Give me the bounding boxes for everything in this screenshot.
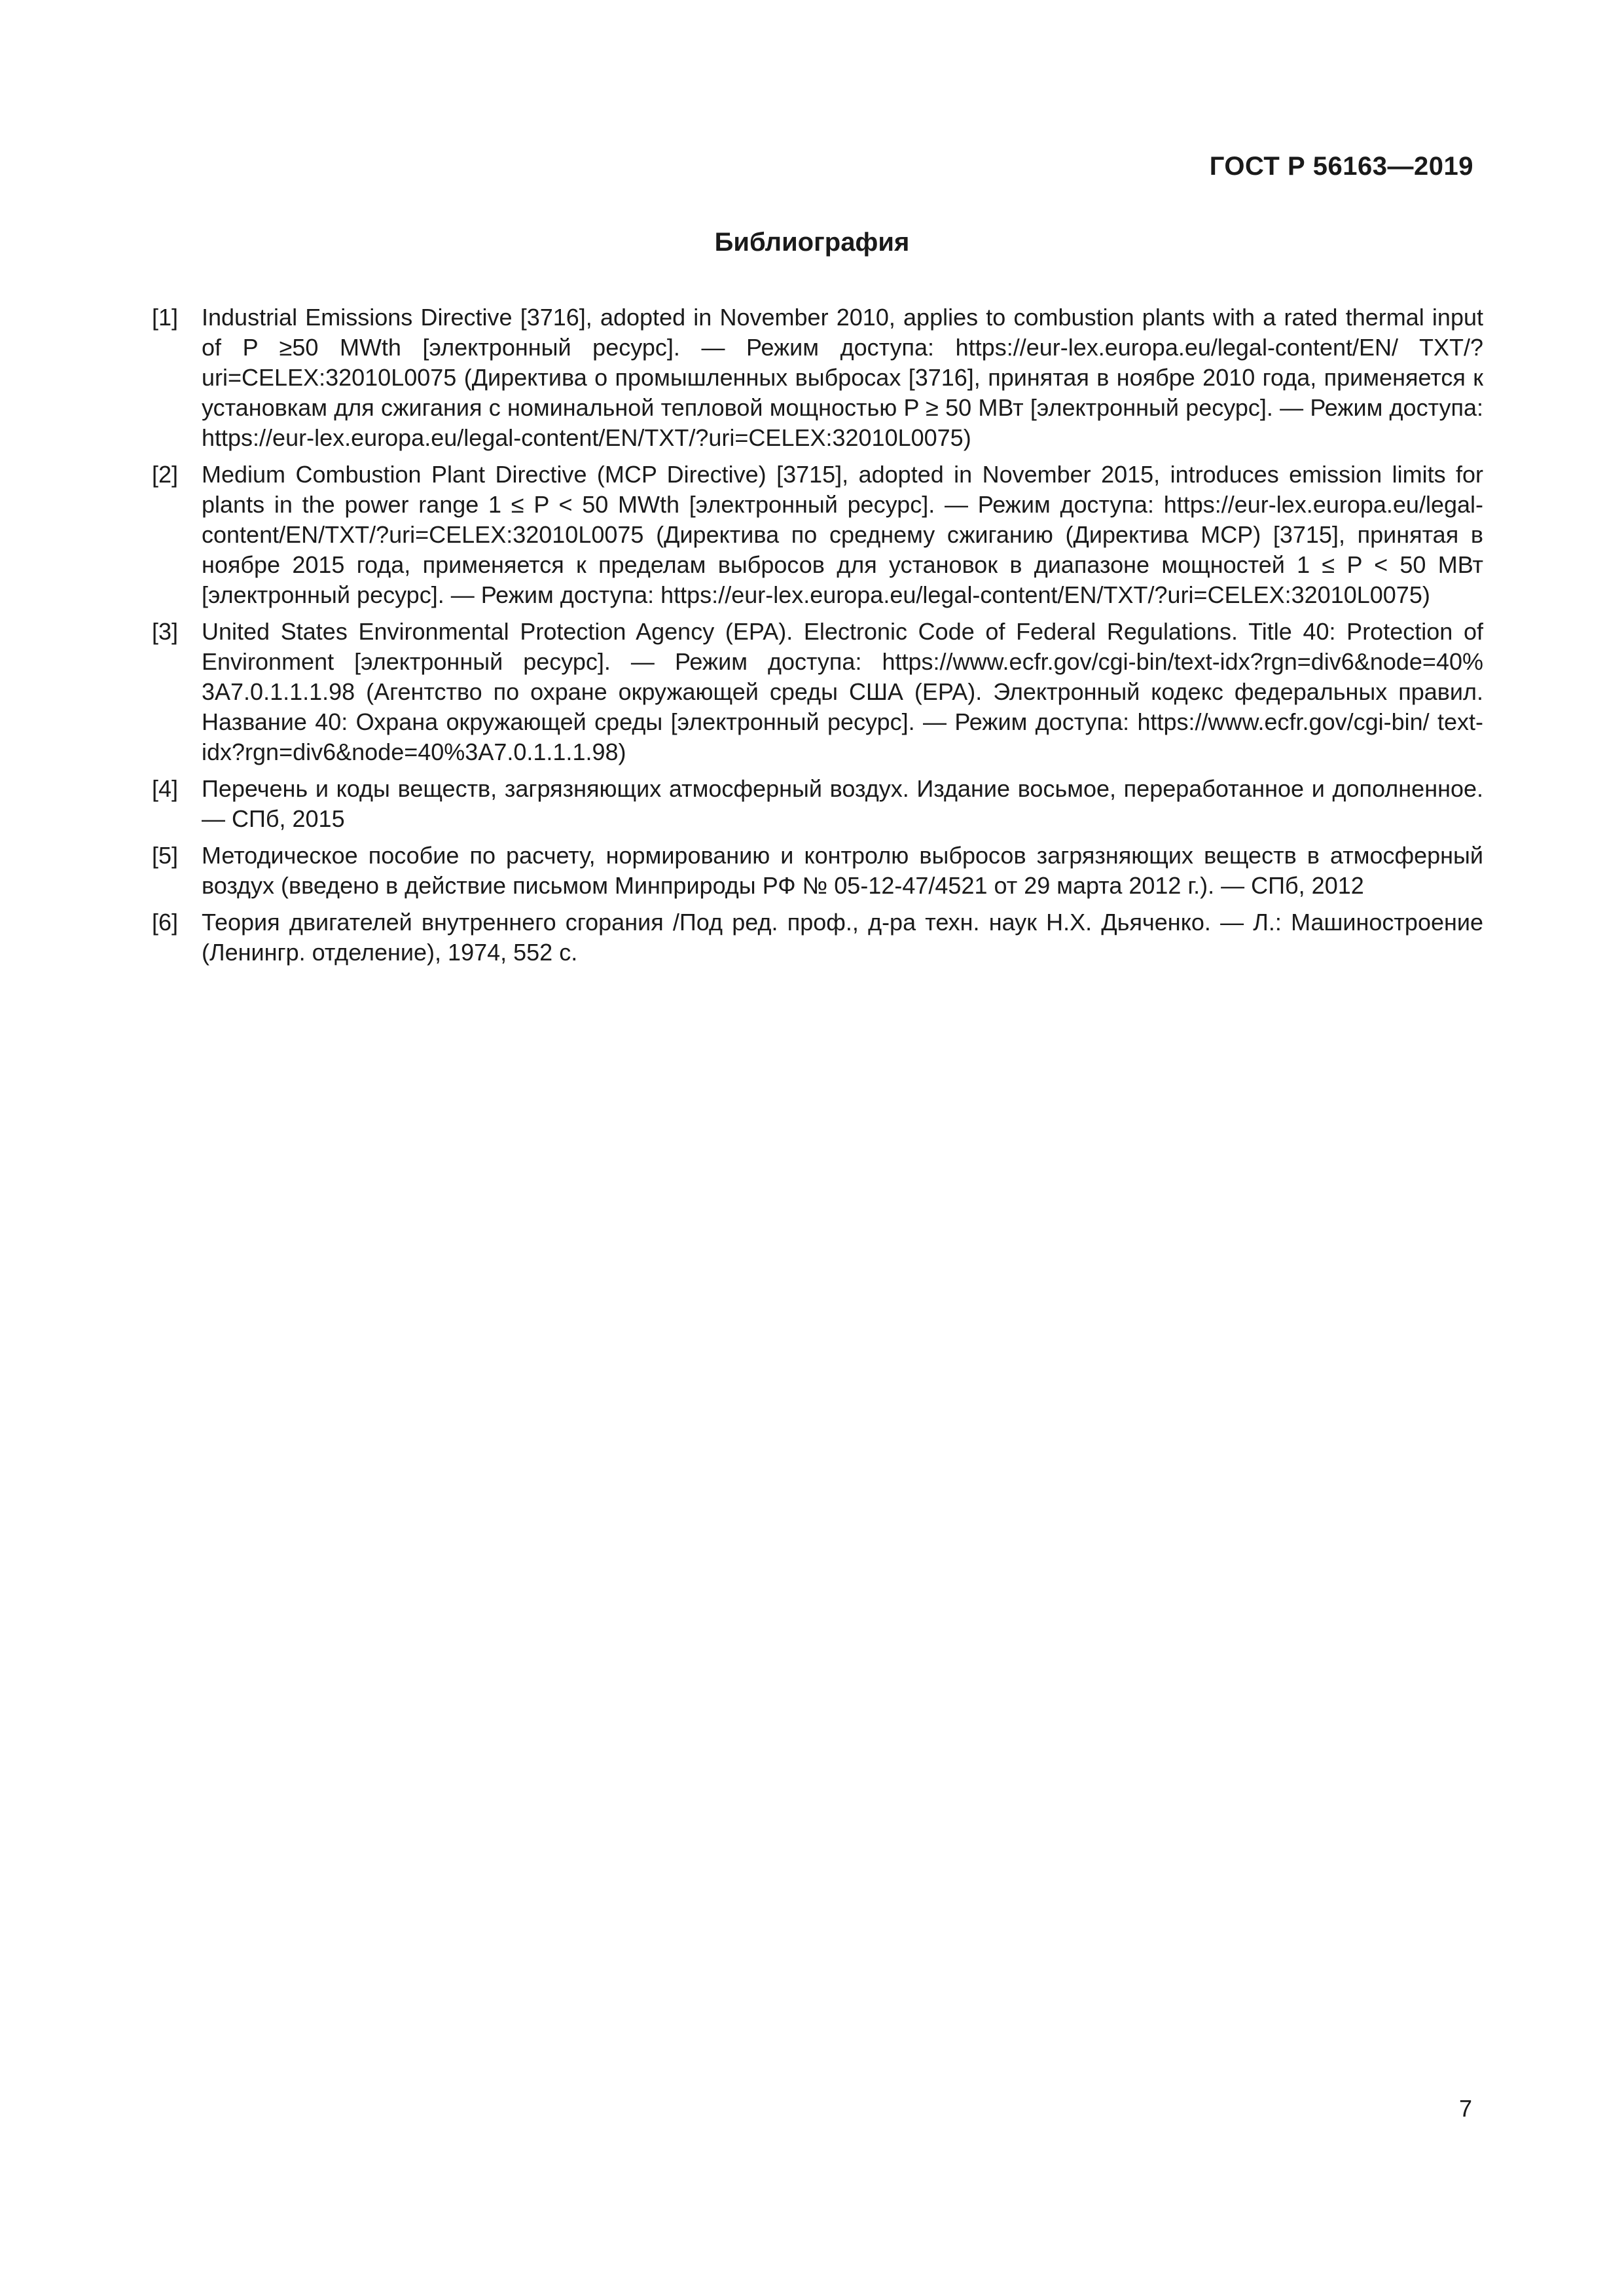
entry-text: United States Environmental Protection Agency (EPA). Electronic Code of Federal Regulations. Title 40: Protection of Environment [электронный ресурс]. — Режим доступа: https://www.ecfr.gov/cgi-bin/text-idx?rgn=div6&node=40% 3A7.0.1.1.1.98 (Агентство по охране окружающей среды США (EPA). Электронный кодекс федеральных правил. Название 40: Охрана окружающей среды [электронный ресурс]. — Режим доступа: https://www.ecfr.gov/cgi-bin/ text-idx?rgn=div6&node=40%3A7.0.1.1.1.98) — [202, 618, 1483, 765]
bibliography-entry — [152, 302, 1483, 453]
bibliography-list — [152, 302, 1483, 974]
section-title: Библиография — [714, 228, 910, 257]
entry-text: Методическое пособие по расчету, нормированию и контролю выбросов загрязняющих веществ в атмосферный воздух (введено в действие письмом Минприроды РФ № 05-12-47/4521 от 29 марта 2012 г.). — СПб, 2012 — [202, 842, 1483, 899]
entry-number: [4] — [152, 775, 179, 802]
bibliography-entry — [152, 774, 1483, 834]
entry-number: [6] — [152, 909, 179, 936]
page-number: 7 — [1458, 2095, 1472, 2122]
bibliography-entry — [152, 617, 1483, 767]
entry-text: Теория двигателей внутреннего сгорания /Под ред. проф., д-ра техн. наук Н.Х. Дьяченко. — Л.: Машиностроение (Ленингр. отделение), 1974, 552 с. — [202, 909, 1483, 966]
bibliography-entry — [152, 907, 1483, 968]
entry-number: [3] — [152, 618, 179, 645]
entry-number: [2] — [152, 461, 179, 488]
document-code: ГОСТ Р 56163—2019 — [1209, 152, 1473, 181]
entry-text: Industrial Emissions Directive [3716], adopted in November 2010, applies to combustion plants with a rated thermal input of P ≥50 MWth [электронный ресурс]. — Режим доступа: https://eur-lex.europa.eu/legal-content/EN/ TXT/?uri=CELEX:32010L0075 (Директива о промышленных выбросах [3716], принятая в ноябре 2010 года, применяется к установкам для сжигания с номинальной тепловой мощностью P ≥ 50 МВт [электронный ресурс]. — Режим доступа: https://eur-lex.europa.eu/legal-content/EN/TXT/?uri=CELEX:32010L0075) — [202, 304, 1483, 451]
entry-text: Medium Combustion Plant Directive (MCP Directive) [3715], adopted in November 2015, introduces emission limits for plants in the power range 1 ≤ P < 50 MWth [электронный ресурс]. — Режим доступа: https://eur-lex.europa.eu/legal-content/EN/TXT/?uri=CELEX:32010L0075 (Директива по среднему сжиганию (Директива MCP) [3715], принятая в ноябре 2015 года, применяется к пределам выбросов для установок в диапазоне мощностей 1 ≤ P < 50 МВт [электронный ресурс]. — Режим доступа: https://eur-lex.europa.eu/legal-content/EN/TXT/?uri=CELEX:32010L0075) — [202, 461, 1483, 608]
entry-number: [1] — [152, 304, 179, 331]
bibliography-entry — [152, 841, 1483, 901]
entry-text: Перечень и коды веществ, загрязняющих атмосферный воздух. Издание восьмое, переработанное и дополненное. — СПб, 2015 — [202, 775, 1483, 832]
entry-number: [5] — [152, 842, 179, 869]
bibliography-entry — [152, 460, 1483, 610]
